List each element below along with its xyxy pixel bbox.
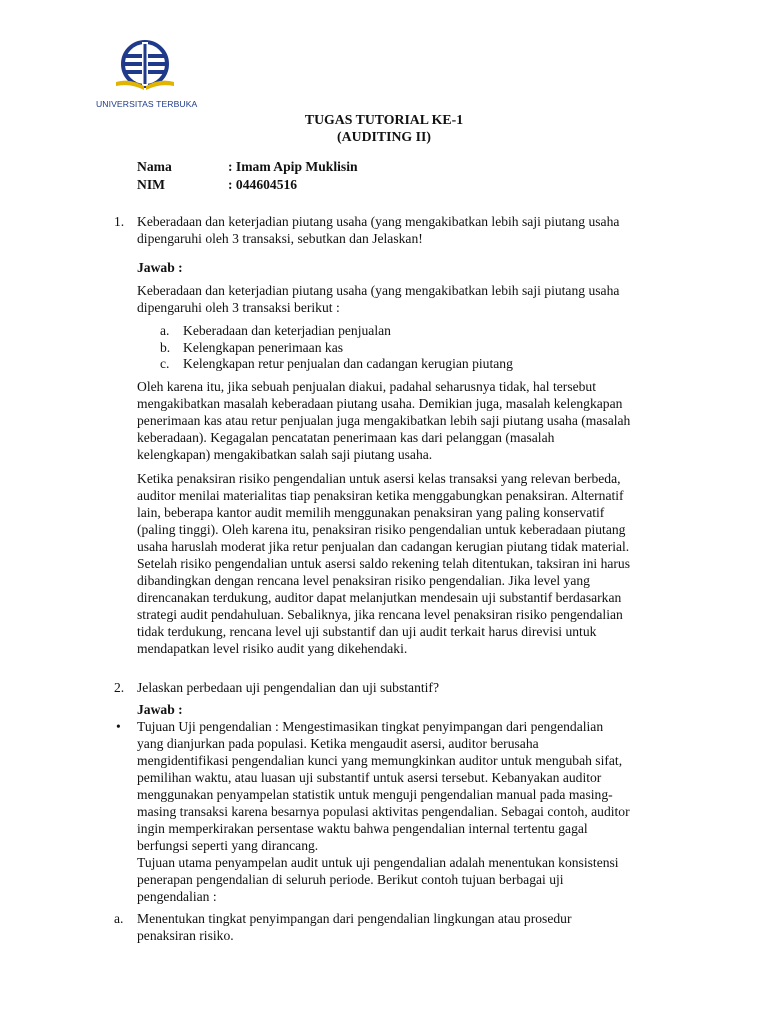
answer-2-label: Jawab : xyxy=(137,702,183,717)
list-item-a: Keberadaan dan keterjadian penjualan xyxy=(183,323,391,338)
question-2-number: 2. xyxy=(114,680,125,695)
university-logo xyxy=(96,38,200,112)
text-line: masing transaksi karena besarnya populasi aktivitas pengendalian. Sebagai contoh, auditor xyxy=(137,804,630,819)
text-line: pengendalian : xyxy=(137,889,217,904)
nim-label: NIM xyxy=(137,177,165,192)
question-2-text: Jelaskan perbedaan uji pengendalian dan uji substantif? xyxy=(137,680,439,695)
list-label-c: c. xyxy=(160,356,170,371)
text-line: menggunakan penyampelan statistik untuk menguji pengendalian manual pada masing- xyxy=(137,787,613,802)
text-line: dipengaruhi oleh 3 transaksi berikut : xyxy=(137,300,340,315)
text-line: tidak terdukung, rencana level uji substantif dan uji audit terkait harus direvisi untuk xyxy=(137,624,597,639)
list-item-b: Kelengkapan penerimaan kas xyxy=(183,340,344,355)
text-line: pemilihan waktu, atau luasan uji substantif untuk asersi tersebut. Kebanyakan auditor xyxy=(137,770,602,785)
text-line: lain, beberapa kantor audit memilih menggunakan penaksiran yang paling konservatif xyxy=(137,505,605,520)
name-value: : Imam Apip Muklisin xyxy=(228,159,358,174)
list-item-c: Kelengkapan retur penjualan dan cadangan kerugian piutang xyxy=(183,356,513,371)
text-line: keberadaan). Kegagalan pencatatan penerimaan kas dari pelanggan (masalah xyxy=(137,430,555,445)
question-1-text xyxy=(137,213,677,247)
text-line: ingin memperkirakan persentase waktu bahwa pengendalian internal tertentu gagal xyxy=(137,821,588,836)
text-line: Oleh karena itu, jika sebuah penjualan diakui, padahal seharusnya tidak, hal tersebut xyxy=(137,379,597,394)
text-line: Ketika penaksiran risiko pengendalian untuk asersi kelas transaksi yang relevan berbeda, xyxy=(137,471,621,486)
text-line: kelengkapan) mengakibatkan salah saji piutang usaha. xyxy=(137,447,433,462)
answer-1-intro xyxy=(137,282,677,316)
text-line: Tujuan Uji pengendalian : Mengestimasikan tingkat penyimpangan dari pengendalian xyxy=(137,719,604,734)
name-label: Nama xyxy=(137,159,172,174)
bullet-icon: • xyxy=(116,719,121,734)
answer-1-paragraph-1 xyxy=(137,378,677,463)
text-line: penaksiran risiko. xyxy=(137,928,234,943)
text-line: berfungsi seperti yang dirancang. xyxy=(137,838,319,853)
list-label-a: a. xyxy=(160,323,170,338)
text-line: strategi audit pendahuluan. Sebaliknya, jika rencana level penaksiran risiko pengendalian xyxy=(137,607,623,622)
question-line: dipengaruhi oleh 3 transaksi, sebutkan dan Jelaskan! xyxy=(137,231,423,246)
text-line: Menentukan tingkat penyimpangan dari pengendalian lingkungan atau prosedur xyxy=(137,911,572,926)
text-line: mengakibatkan masalah keberadaan piutang usaha. Demikian juga, masalah kelengkapan xyxy=(137,396,623,411)
text-line: Keberadaan dan keterjadian piutang usaha (yang mengakibatkan lebih saji piutang usaha xyxy=(137,283,620,298)
text-line: auditor menilai materialitas tiap penaksiran ketika menggabungkan penaksiran. Alternatif xyxy=(137,488,624,503)
item-a-label: a. xyxy=(114,911,124,926)
text-line: penerapan pengendalian di seluruh periode. Berikut contoh tujuan berbagai uji xyxy=(137,872,564,887)
item-a-text xyxy=(137,910,677,944)
list-label-b: b. xyxy=(160,340,171,355)
answer-2-paragraph xyxy=(137,718,677,905)
text-line: yang dianjurkan pada populasi. Ketika mengaudit asersi, auditor berusaha xyxy=(137,736,539,751)
text-line: Setelah risiko pengendalian untuk asersi saldo rekening telah ditentukan, taksiran ini harus xyxy=(137,556,631,571)
question-1-number: 1. xyxy=(114,214,125,229)
university-emblem-icon xyxy=(96,38,200,98)
text-line: usaha haruslah moderat jika retur penjualan dan cadangan kerugian piutang tidak material. xyxy=(137,539,630,554)
text-line: (paling tinggi). Oleh karena itu, penaksiran risiko pengendalian untuk keberadaan piutang xyxy=(137,522,626,537)
text-line: penerimaan kas atau retur penjualan juga mengakibatkan lebih saji piutang usaha (masalah xyxy=(137,413,631,428)
text-line: dibandingkan dengan rencana level penaksiran risiko pengendalian. Jika level yang xyxy=(137,573,590,588)
nim-value: : 044604516 xyxy=(228,177,298,192)
answer-1-label: Jawab : xyxy=(137,260,183,275)
text-line: Tujuan utama penyampelan audit untuk uji pengendalian adalah menentukan konsistensi xyxy=(137,855,619,870)
text-line: mendapatkan level risiko audit yang dikehendaki. xyxy=(137,641,408,656)
question-line: Keberadaan dan keterjadian piutang usaha (yang mengakibatkan lebih saji piutang usaha xyxy=(137,214,620,229)
text-line: direncanakan terdukung, auditor dapat melanjutkan mendesain uji substantif berdasarkan xyxy=(137,590,622,605)
text-line: mengidentifikasi pengendalian kunci yang memungkinkan auditor untuk mengubah sifat, xyxy=(137,753,623,768)
document-subtitle: (AUDITING II) xyxy=(337,129,431,144)
answer-1-paragraph-2 xyxy=(137,470,677,657)
logo-text: UNIVERSITAS TERBUKA xyxy=(96,99,198,109)
document-title: TUGAS TUTORIAL KE-1 xyxy=(304,112,464,127)
